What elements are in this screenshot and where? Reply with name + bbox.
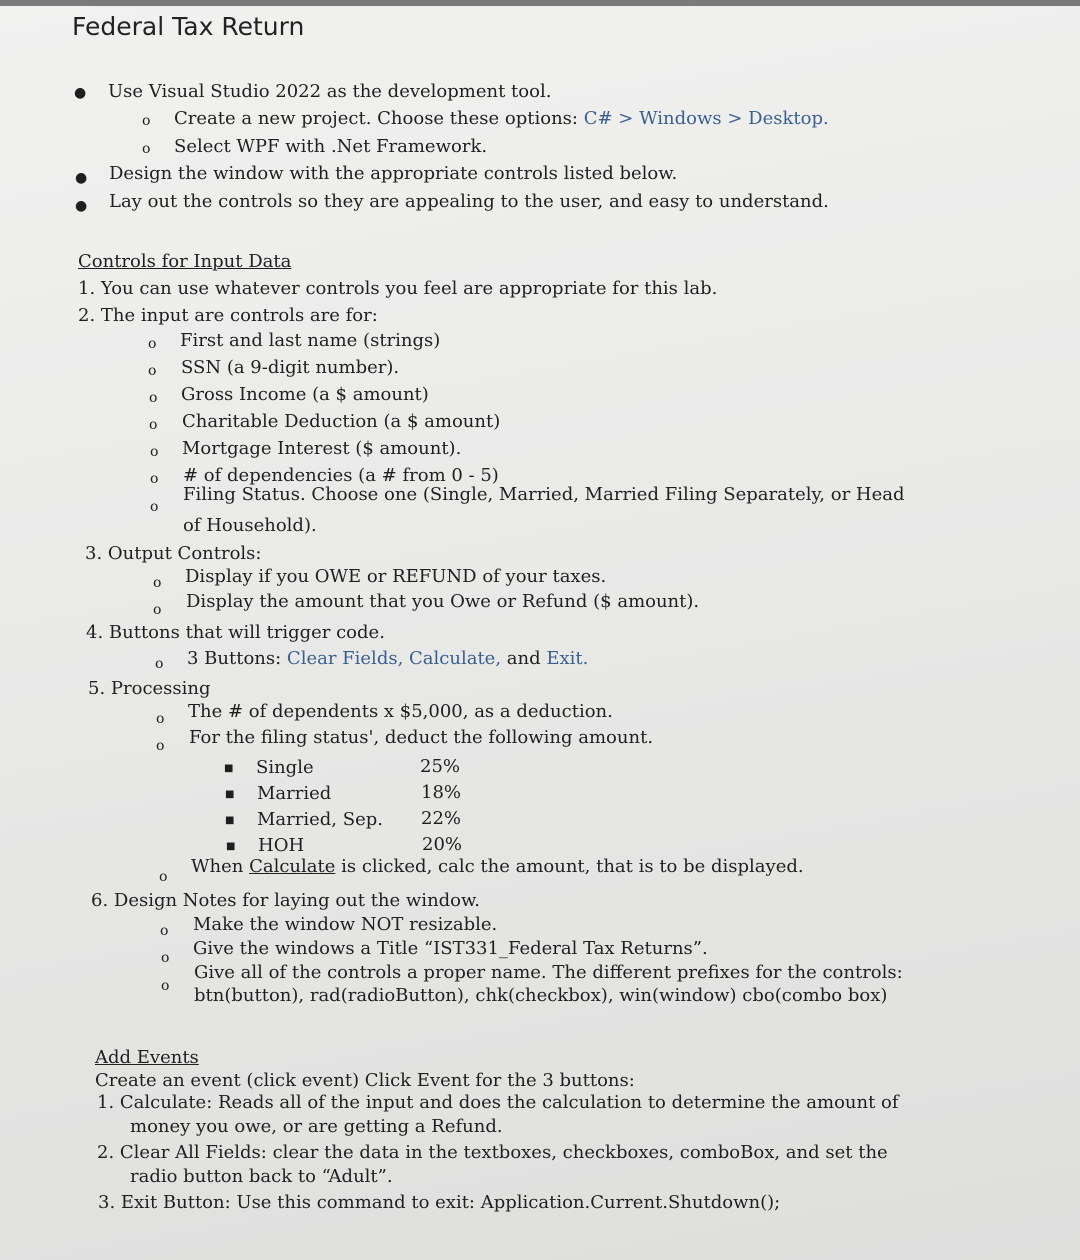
sub-bullet-circle: o: [142, 141, 151, 157]
sub-bullet-circle: o: [148, 336, 157, 352]
output-list-item: Display if you OWE or REFUND of your taxes.: [185, 566, 607, 587]
events-heading: Add Events: [95, 1047, 199, 1068]
sub-bullet-circle: o: [153, 575, 162, 591]
sub-bullet-circle: o: [161, 950, 170, 966]
sub-bullet-circle: o: [160, 923, 169, 939]
filing-status-percent: 18%: [421, 782, 462, 803]
input-list-item: SSN (a 9-digit number).: [181, 357, 400, 378]
sub-bullet-circle: o: [155, 656, 164, 672]
filing-status-percent: 22%: [421, 808, 462, 829]
event-calculate-line-2: money you owe, or are getting a Refund.: [130, 1116, 503, 1137]
bullet-dot: ●: [74, 85, 87, 101]
filing-status-percent: 25%: [420, 756, 461, 777]
sub-bullet-circle: o: [142, 113, 151, 129]
buttons-item-4: 4. Buttons that will trigger code.: [86, 622, 385, 643]
event-clear-line-1: 2. Clear All Fields: clear the data in the textboxes, checkboxes, comboBox, and set the: [97, 1142, 888, 1163]
square-bullet: ■: [225, 815, 235, 826]
bullet-dot: ●: [75, 198, 88, 214]
sub-bullet-circle: o: [150, 444, 159, 460]
document-title: Federal Tax Return: [72, 12, 305, 41]
sub-bullet-circle: o: [156, 711, 165, 727]
square-bullet: ■: [226, 841, 236, 852]
input-item-2: 2. The input are controls are for:: [78, 305, 378, 326]
intro-sub-bullet-1a: Create a new project. Choose these options: C# > Windows > Desktop.: [174, 108, 829, 129]
design-note: Give the windows a Title “IST331_Federal Tax Returns”.: [193, 938, 708, 959]
filing-status-line-1: Filing Status. Choose one (Single, Married, Married Filing Separately, or Head: [183, 484, 905, 505]
event-calculate-line-1: 1. Calculate: Reads all of the input and does the calculation to determine the amount of: [97, 1092, 899, 1113]
processing-list-item: When Calculate is clicked, calc the amount, that is to be displayed.: [191, 856, 804, 877]
bullet-dot: ●: [75, 170, 88, 186]
input-list-item: Charitable Deduction (a $ amount): [182, 411, 501, 432]
filing-status-percent: 20%: [422, 834, 463, 855]
events-intro: Create an event (click event) Click Event for the 3 buttons:: [95, 1070, 635, 1091]
input-list-item: First and last name (strings): [180, 330, 441, 351]
output-item-3: 3. Output Controls:: [85, 543, 262, 564]
buttons-list-item: 3 Buttons: Clear Fields, Calculate, and Exit.: [187, 648, 589, 669]
sub-bullet-circle: o: [149, 417, 158, 433]
input-item-1: 1. You can use whatever controls you feel are appropriate for this lab.: [78, 278, 718, 299]
sub-bullet-circle: o: [150, 471, 159, 487]
sub-bullet-circle: o: [148, 363, 157, 379]
intro-bullet-1: Use Visual Studio 2022 as the development tool.: [108, 81, 552, 102]
sub-bullet-circle: o: [159, 869, 168, 885]
input-section-heading: Controls for Input Data: [78, 251, 292, 272]
sub-bullet-circle: o: [149, 390, 158, 406]
input-list-item: # of dependencies (a # from 0 - 5): [183, 465, 499, 486]
design-note: Make the window NOT resizable.: [193, 914, 498, 935]
intro-bullet-2: Design the window with the appropriate controls listed below.: [109, 163, 678, 184]
sub-bullet-circle: o: [150, 499, 159, 515]
intro-bullet-3: Lay out the controls so they are appealing to the user, and easy to understand.: [109, 191, 829, 212]
processing-list-item: The # of dependents x $5,000, as a deduction.: [188, 701, 613, 722]
output-list-item: Display the amount that you Owe or Refund ($ amount).: [186, 591, 700, 612]
filing-status-line-2: of Household).: [183, 515, 317, 536]
design-note-line-2: btn(button), rad(radioButton), chk(checkbox), win(window) cbo(combo box): [194, 985, 888, 1006]
filing-status-name: HOH: [258, 835, 305, 856]
input-list-item: Mortgage Interest ($ amount).: [182, 438, 462, 459]
event-exit: 3. Exit Button: Use this command to exit: Application.Current.Shutdown();: [98, 1192, 781, 1213]
square-bullet: ■: [225, 789, 235, 800]
top-edge: [0, 0, 1080, 6]
processing-list-item: For the filing status', deduct the following amount.: [189, 727, 654, 748]
event-clear-line-2: radio button back to “Adult”.: [130, 1166, 393, 1187]
sub-bullet-circle: o: [153, 602, 162, 618]
design-note-line-1: Give all of the controls a proper name. The different prefixes for the controls:: [194, 962, 903, 983]
filing-status-name: Single: [256, 757, 314, 778]
processing-item-5: 5. Processing: [88, 678, 211, 699]
sub-bullet-circle: o: [156, 738, 165, 754]
sub-bullet-circle: o: [161, 978, 170, 994]
filing-status-name: Married, Sep.: [257, 809, 383, 830]
intro-sub-bullet-1b: Select WPF with .Net Framework.: [174, 136, 488, 157]
filing-status-name: Married: [257, 783, 332, 804]
design-notes-item-6: 6. Design Notes for laying out the window.: [91, 890, 481, 911]
input-list-item: Gross Income (a $ amount): [181, 384, 429, 405]
square-bullet: ■: [224, 763, 234, 774]
